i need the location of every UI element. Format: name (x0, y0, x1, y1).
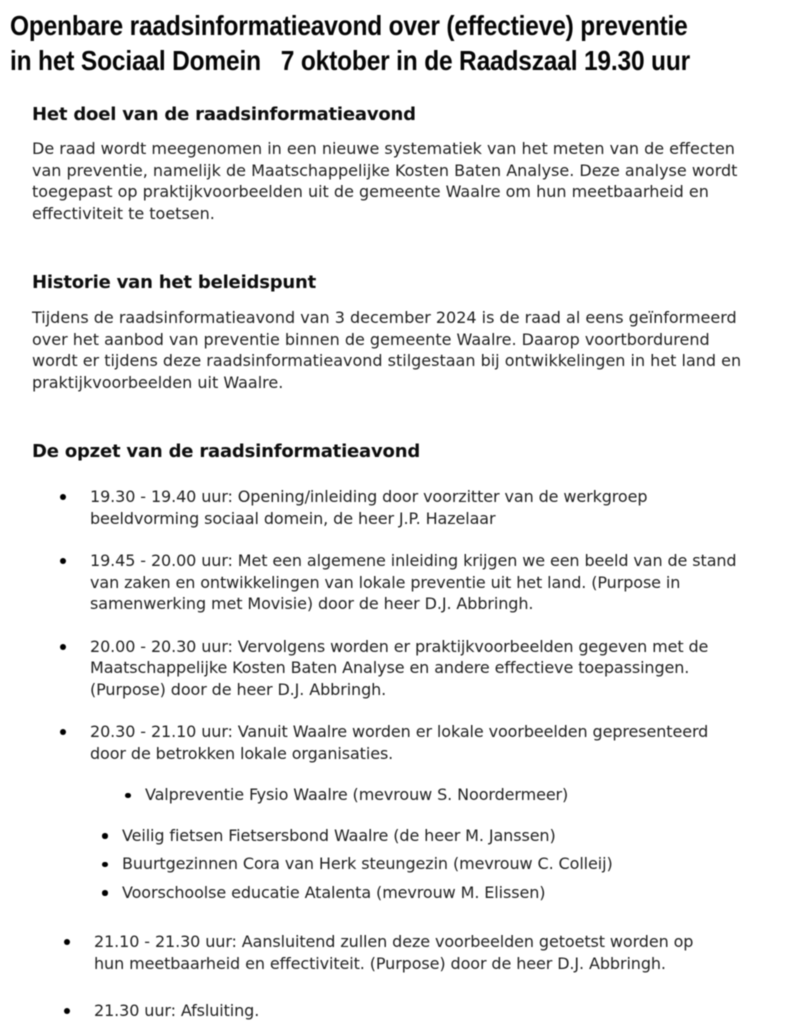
paragraph-historie (32, 307, 769, 393)
bullet-icon (64, 1008, 70, 1014)
agenda-item-line: 20.00 - 20.30 uur: Vervolgens worden er praktijkvoorbeelden gegeven met de (90, 636, 709, 656)
bullet-icon (102, 890, 108, 896)
agenda-item-line: Valpreventie Fysio Waalre (mevrouw S. Noordermeer) (145, 785, 569, 804)
agenda-item-line: 19.30 - 19.40 uur: Opening/inleiding door voorzitter van de werkgroep (90, 487, 648, 506)
agenda-item-line: Maatschappelijke Kosten Baten Analyse en andere effectieve toepassingen. (90, 658, 690, 677)
bullet-icon (125, 793, 131, 799)
agenda-item-line: (Purpose) door de heer D.J. Abbringh. (90, 679, 387, 699)
agenda-subitem-valpreventie (32, 784, 769, 806)
agenda-item-praktijkvoorbeelden (32, 636, 769, 701)
agenda-item-line: 19.45 - 20.00 uur: Met een algemene inleiding krijgen we een beeld van de stand (90, 551, 737, 570)
section-heading-opzet: De opzet van de raadsinformatieavond (32, 441, 421, 462)
paragraph-line: wordt er tijdens deze raadsinformatieavond stilgestaan bij ontwikkelingen in het land en (32, 351, 742, 370)
bullet-icon (102, 833, 108, 839)
agenda-item-opening (32, 486, 769, 529)
agenda-item-toetsing (32, 931, 769, 974)
paragraph-doel (32, 138, 769, 224)
agenda-item-lokale-voorbeelden (32, 721, 769, 764)
agenda-subitem-buurtgezinnen (32, 853, 769, 875)
agenda-item-line: 21.10 - 21.30 uur: Aansluitend zullen deze voorbeelden getoetst worden op (94, 932, 694, 951)
section-heading-historie: Historie van het beleidspunt (32, 272, 317, 293)
bullet-icon (64, 939, 70, 945)
agenda-item-line: door de betrokken lokale organisaties. (90, 743, 394, 763)
bullet-icon (60, 558, 66, 564)
paragraph-line: De raad wordt meegenomen in een nieuwe systematiek van het meten van de effecten (32, 139, 735, 158)
section-heading-doel: Het doel van de raadsinformatieavond (32, 104, 416, 125)
agenda-item-line: samenwerking met Movisie) door de heer D.J. Abbringh. (90, 594, 534, 613)
bullet-icon (102, 862, 108, 868)
agenda-item-line: Veilig fietsen Fietsersbond Waalre (de heer M. Janssen) (122, 825, 556, 845)
agenda-item-line: 20.30 - 21.10 uur: Vanuit Waalre worden er lokale voorbeelden gepresenteerd (90, 722, 709, 741)
title-line-1: Openbare raadsinformatieavond over (effectieve) preventie (10, 10, 688, 41)
agenda-item-line: beeldvorming sociaal domein, de heer J.P. Hazelaar (90, 508, 496, 528)
bullet-icon (60, 494, 66, 500)
paragraph-line: toegepast op praktijkvoorbeelden uit de gemeente Waalre om hun meetbaarheid en (32, 182, 709, 201)
agenda-item-afsluiting (32, 1000, 769, 1022)
paragraph-line: effectiviteit te toetsen. (32, 203, 215, 223)
agenda-item-line: van zaken en ontwikkelingen van lokale preventie uit het land. (Purpose in (90, 572, 681, 592)
agenda-subitem-voorschoolse-educatie (32, 882, 769, 904)
agenda-item-line: 21.30 uur: Afsluiting. (94, 1001, 260, 1020)
document-title (10, 8, 793, 78)
document-body (32, 104, 769, 1022)
paragraph-line: praktijkvoorbeelden uit Waalre. (32, 372, 284, 392)
title-line-2: in het Sociaal Domein 7 oktober in de Raadszaal 19.30 uur (10, 45, 690, 76)
agenda-item-line: Buurtgezinnen Cora van Herk steungezin (mevrouw C. Colleij) (122, 854, 613, 873)
paragraph-line: over het aanbod van preventie binnen de gemeente Waalre. Daarop voortbordurend (32, 329, 710, 349)
agenda-subitem-veilig-fietsen (32, 825, 769, 847)
bullet-icon (60, 644, 66, 650)
agenda-item-inleiding (32, 550, 769, 615)
paragraph-line: Tijdens de raadsinformatieavond van 3 december 2024 is de raad al eens geïnformeerd (32, 308, 737, 327)
paragraph-line: van preventie, namelijk de Maatschappelijke Kosten Baten Analyse. Deze analyse wordt (32, 160, 738, 180)
bullet-icon (60, 729, 66, 735)
agenda-item-line: hun meetbaarheid en effectiviteit. (Purpose) door de heer D.J. Abbringh. (94, 953, 666, 973)
agenda-item-line: Voorschoolse educatie Atalenta (mevrouw M. Elissen) (122, 882, 546, 902)
agenda-list (32, 486, 769, 1022)
